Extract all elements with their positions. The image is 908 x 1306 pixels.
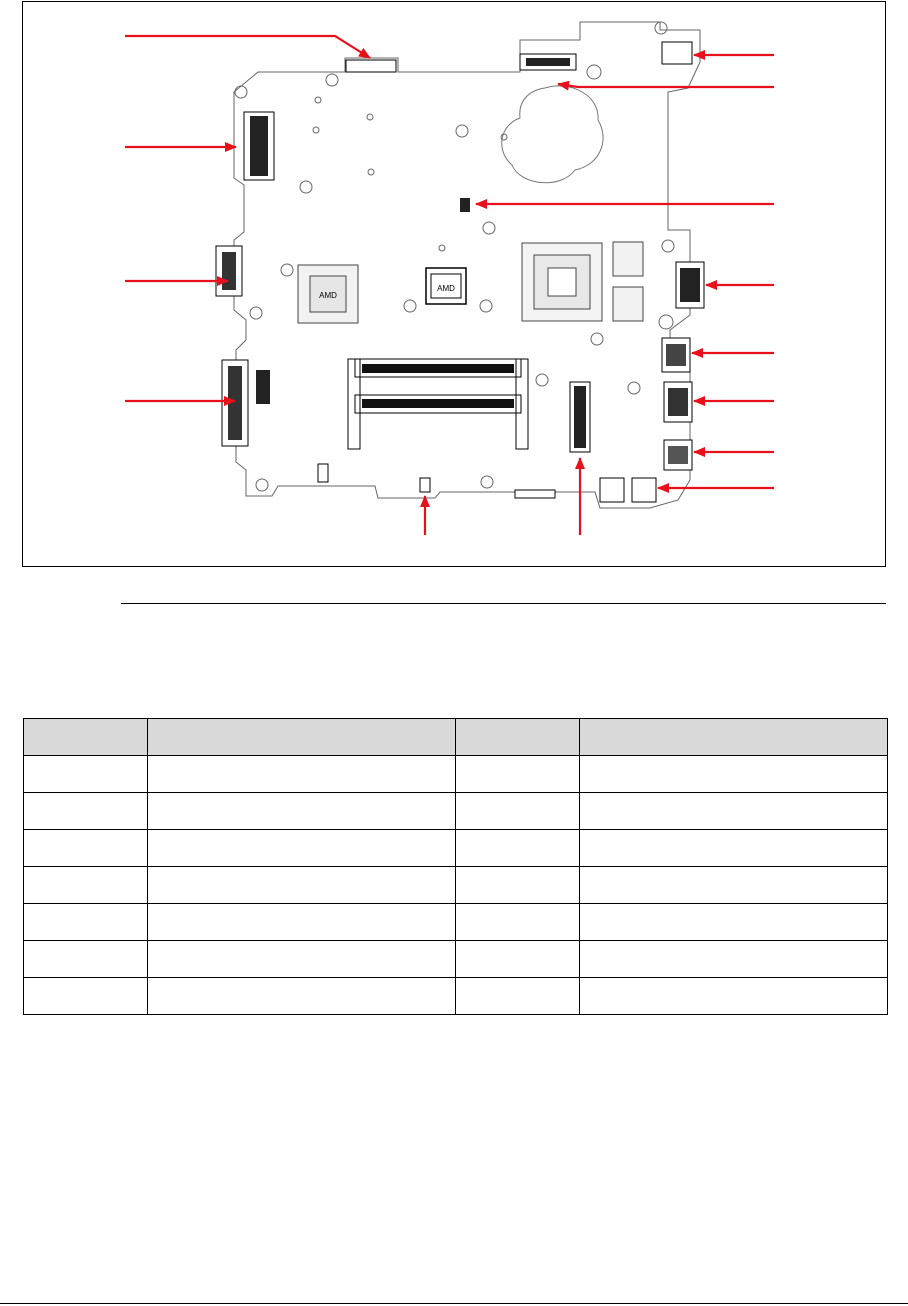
table-row: [24, 941, 888, 978]
table-row: [24, 867, 888, 904]
table-cell: [24, 904, 148, 941]
table-cell: [456, 978, 580, 1015]
table-cell: [148, 793, 456, 830]
chip-marking: AMD: [319, 291, 337, 300]
table-cell: [580, 904, 888, 941]
callout-arrow: [125, 36, 370, 58]
table-header-cell: [24, 719, 148, 756]
table-cell: [148, 904, 456, 941]
table-cell: [148, 756, 456, 793]
table-cell: [456, 756, 580, 793]
table-header-cell: [580, 719, 888, 756]
table-cell: [148, 867, 456, 904]
table-cell: [24, 756, 148, 793]
table-cell: [456, 830, 580, 867]
table-cell: [24, 867, 148, 904]
table-header-row: [24, 719, 888, 756]
table-cell: [580, 978, 888, 1015]
table-row: [24, 793, 888, 830]
table-cell: [580, 867, 888, 904]
table-row: [24, 904, 888, 941]
table-cell: [148, 941, 456, 978]
table-cell: [456, 904, 580, 941]
callout-arrow: [558, 84, 774, 87]
motherboard-diagram: [0, 0, 908, 600]
table-cell: [148, 978, 456, 1015]
table-cell: [580, 756, 888, 793]
table-cell: [24, 978, 148, 1015]
minicard-slot: [570, 382, 590, 452]
table-row: [24, 830, 888, 867]
table-cell: [24, 793, 148, 830]
table-cell: [148, 830, 456, 867]
dimm-slots: [348, 359, 528, 449]
thermal-pad: [502, 86, 603, 183]
cpu-socket: [522, 243, 602, 321]
footer-divider: [0, 1303, 908, 1304]
bottom-connectors: [318, 464, 555, 498]
chipset-center: [426, 268, 466, 304]
component-table: [23, 718, 888, 1015]
table-cell: [24, 941, 148, 978]
table-header-cell: [148, 719, 456, 756]
table-header-cell: [456, 719, 580, 756]
vram-chips: [613, 242, 643, 321]
table-row: [24, 756, 888, 793]
table-cell: [580, 941, 888, 978]
table-cell: [24, 830, 148, 867]
table-cell: [456, 793, 580, 830]
table-row: [24, 978, 888, 1015]
chipset-left: [298, 265, 358, 323]
mounting-holes: [235, 22, 674, 491]
table-cell: [456, 941, 580, 978]
table-cell: [580, 830, 888, 867]
left-connectors: [216, 112, 274, 446]
section-divider: [121, 603, 886, 604]
table-cell: [580, 793, 888, 830]
chip-marking: AMD: [437, 284, 455, 293]
top-connectors: [346, 54, 576, 212]
table-cell: [456, 867, 580, 904]
